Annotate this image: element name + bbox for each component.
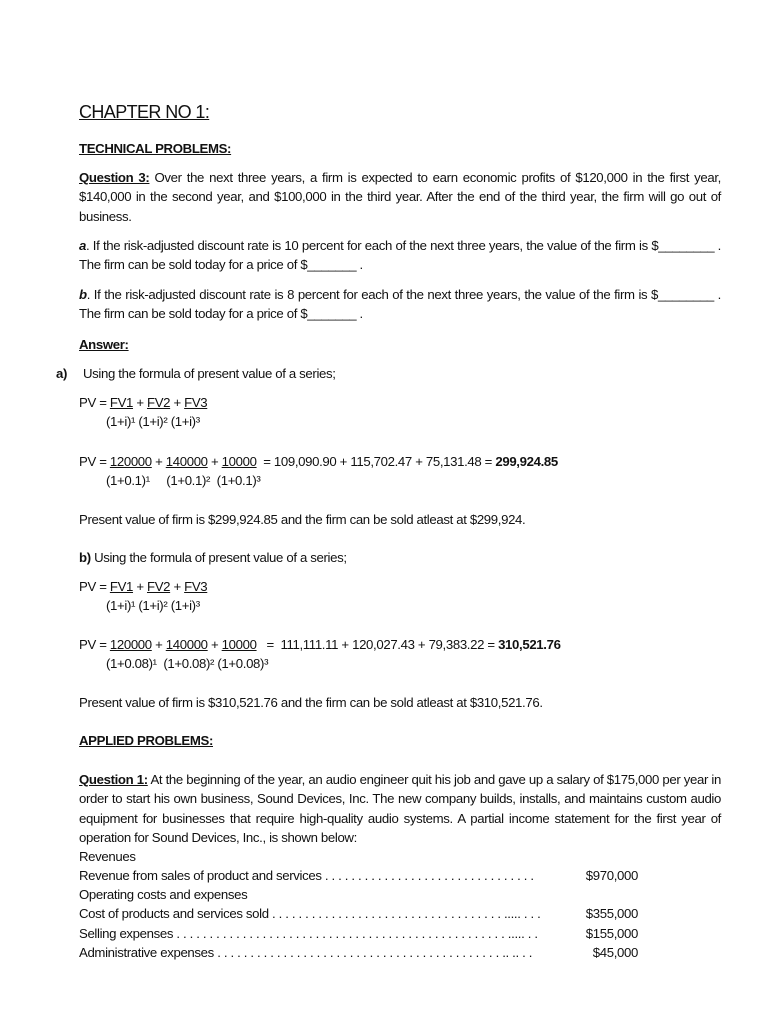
- numerator-1: 120000: [109, 637, 152, 652]
- solution-a-conclusion: Present value of firm is $299,924.85 and the firm can be sold atleast at $299,924.: [79, 512, 526, 527]
- revenue-line: Revenue from sales of product and services . . . . . . . . . . . . . . . . . . . . . . . . . . . . . . . .: [79, 868, 534, 883]
- solution-a-formula: [79, 393, 207, 412]
- formula-prefix: PV =: [79, 395, 110, 410]
- technical-problems-heading: TECHNICAL PROBLEMS:: [79, 141, 232, 156]
- fv1-term: FV1: [109, 579, 134, 594]
- chapter-title: CHAPTER NO 1:: [79, 102, 210, 122]
- solution-b-calculation: [79, 635, 561, 654]
- revenues-heading: Revenues: [79, 849, 136, 864]
- fv2-term: FV2: [147, 579, 171, 594]
- part-b-paragraph: [79, 285, 721, 324]
- admin-expenses-line: Administrative expenses . . . . . . . . . . . . . . . . . . . . . . . . . . . . . . . . . . . . . . . . . . . .. .. . .: [79, 945, 533, 960]
- part-a-text: . If the risk-adjusted discount rate is 10 percent for each of the next three years, the value of the firm is $________ . The firm can be sold today for a price of $_______ .: [79, 238, 721, 273]
- formula-prefix: PV =: [79, 579, 110, 594]
- fv3-term: FV3: [184, 579, 208, 594]
- question-1-label: Question 1:: [79, 772, 148, 787]
- plus-sign: +: [170, 579, 185, 594]
- question-1-paragraph: [79, 770, 721, 847]
- operating-costs-heading: Operating costs and expenses: [79, 887, 248, 902]
- solution-b-formula-denominator: (1+i)¹ (1+i)² (1+i)³: [106, 598, 200, 613]
- revenue-amount: $970,000: [585, 868, 638, 883]
- plus-sign: +: [133, 579, 147, 594]
- numerator-3: 10000: [221, 637, 257, 652]
- calc-prefix: PV =: [79, 637, 110, 652]
- solution-a-marker: a): [56, 366, 68, 381]
- calc-prefix: PV =: [79, 454, 110, 469]
- solution-b-conclusion: Present value of firm is $310,521.76 and the firm can be sold atleast at $310,521.76.: [79, 695, 543, 710]
- plus-sign: +: [170, 395, 185, 410]
- applied-problems-heading: APPLIED PROBLEMS:: [79, 733, 213, 748]
- solution-b-calc-denominator: (1+0.08)¹ (1+0.08)² (1+0.08)³: [106, 656, 269, 671]
- selling-expenses-line: Selling expenses . . . . . . . . . . . . . . . . . . . . . . . . . . . . . . . . . . . . . . . . . . . . . . . . . . ..... . .: [79, 926, 538, 941]
- fv3-term: FV3: [184, 395, 208, 410]
- numerator-2: 140000: [165, 454, 208, 469]
- part-b-label: b: [79, 287, 87, 302]
- selling-expenses-amount: $155,000: [585, 926, 638, 941]
- part-a-label: a: [79, 238, 86, 253]
- cogs-amount: $355,000: [585, 906, 638, 921]
- fv2-term: FV2: [147, 395, 171, 410]
- solution-b-intro-line: [79, 548, 347, 567]
- calc-result: 310,521.76: [498, 637, 561, 652]
- part-b-text: . If the risk-adjusted discount rate is 8 percent for each of the next three years, the value of the firm is $________ . The firm can be sold today for a price of $_______ .: [79, 287, 721, 322]
- solution-a-calculation: [79, 452, 558, 471]
- solution-a-intro: Using the formula of present value of a series;: [83, 366, 336, 381]
- calc-rest: = 109,090.90 + 115,702.47 + 75,131.48 =: [256, 454, 496, 469]
- admin-expenses-amount: $45,000: [592, 945, 638, 960]
- solution-b-formula: [79, 577, 207, 596]
- solution-b-intro: Using the formula of present value of a series;: [90, 550, 347, 565]
- question-3-paragraph: [79, 168, 721, 226]
- question-3-text: Over the next three years, a firm is expected to earn economic profits of $120,000 in the first year, $140,000 in the second year, and $100,000 in the third year. After the end of the third year, the firm will go out of business.: [79, 170, 721, 224]
- numerator-2: 140000: [165, 637, 208, 652]
- question-1-text: At the beginning of the year, an audio engineer quit his job and gave up a salary of $175,000 per year in order to start his own business, Sound Devices, Inc. The new company builds, installs, and maintains custom audio equipment for businesses that require high-quality audio systems. A partial income statement for the first year of operation for Sound Devices, Inc., is shown below:: [79, 772, 721, 845]
- solution-a-formula-denominator: (1+i)¹ (1+i)² (1+i)³: [106, 414, 200, 429]
- solution-b-marker: b): [79, 550, 91, 565]
- plus-sign: +: [207, 454, 222, 469]
- plus-sign: +: [151, 454, 166, 469]
- numerator-1: 120000: [109, 454, 152, 469]
- plus-sign: +: [151, 637, 166, 652]
- numerator-3: 10000: [221, 454, 257, 469]
- calc-rest: = 111,111.11 + 120,027.43 + 79,383.22 =: [256, 637, 499, 652]
- question-3-label: Question 3:: [79, 170, 150, 185]
- plus-sign: +: [133, 395, 147, 410]
- part-a-paragraph: [79, 236, 721, 275]
- fv1-term: FV1: [109, 395, 134, 410]
- plus-sign: +: [207, 637, 222, 652]
- answer-label: Answer:: [79, 337, 129, 352]
- calc-result: 299,924.85: [495, 454, 558, 469]
- cogs-line: Cost of products and services sold . . . . . . . . . . . . . . . . . . . . . . . . . . . . . . . . . . . ..... . . .: [79, 906, 541, 921]
- solution-a-calc-denominator: (1+0.1)¹ (1+0.1)² (1+0.1)³: [106, 473, 261, 488]
